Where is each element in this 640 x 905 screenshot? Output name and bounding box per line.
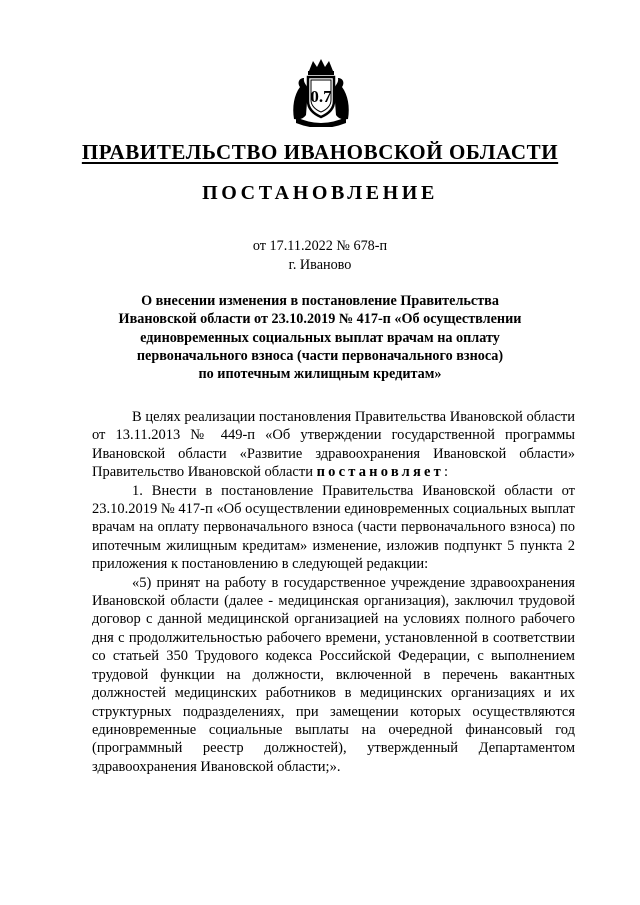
quoted-subclause-paragraph: «5) принят на работу в государственное учреждение здравоохранения Ивановской области (далее - медицинская организация), заключил трудовой договор с данной медицинской организацией на условиях полного рабочего дня с продолжительностью рабочего времени, установленной в соответствии со статьей 350 Трудового кодекса Российской Федерации, с выполнением трудовой функции на должности, включенной в перечень вакантных должностей медицинских работников в медицинских организациях и их структурных подразделениях, при замещении которых осуществляются единовременные социальные выплаты на очередной финансовый год (программный реестр должностей), утвержденный Департаментом здравоохранения Ивановской области;». — [92, 574, 575, 775]
preamble-paragraph — [92, 408, 575, 482]
document-date-number: от 17.11.2022 № 678-п — [252, 238, 388, 254]
subject-line: первоначального взноса (части первоначального взноса) — [136, 347, 504, 364]
subject-line: по ипотечным жилищным кредитам» — [198, 366, 442, 383]
document-subject — [95, 292, 545, 383]
document-body — [92, 408, 575, 776]
document-type: ПОСТАНОВЛЕНИЕ — [202, 182, 438, 204]
subject-line: Ивановской области от 23.10.2019 № 417-п «Об осуществлении — [118, 311, 522, 328]
government-title: ПРАВИТЕЛЬСТВО ИВАНОВСКОЙ ОБЛАСТИ — [81, 140, 559, 164]
coat-of-arms-emblem — [291, 57, 351, 127]
preamble-end: : — [444, 464, 449, 481]
preamble-text: В целях реализации постановления Правительства Ивановской области от 13.11.2013 № 449-п «Об утверждении государственной программы Ивановской области «Развитие здравоохранения Ивановской области» Правительство Ивановской области — [92, 409, 575, 481]
subject-line: О внесении изменения в постановление Правительства — [141, 293, 499, 309]
emblem-icon — [291, 57, 351, 127]
decree-keyword: постановляет — [316, 464, 445, 481]
subject-line: единовременных социальных выплат врачам на оплату — [140, 329, 500, 346]
document-meta — [120, 237, 520, 275]
svg-text:0.7: 0.7 — [310, 87, 332, 106]
document-city: г. Иваново — [288, 257, 352, 273]
item-1-paragraph: 1. Внести в постановление Правительства Ивановской области от 23.10.2019 № 417-п «Об осуществлении единовременных социальных выплат врачам на оплату первоначального взноса (части первоначального взноса) по ипотечным жилищным кредитам» изменение, изложив подпункт 5 пункта 2 приложения к постановлению в следующей редакции: — [92, 482, 575, 573]
